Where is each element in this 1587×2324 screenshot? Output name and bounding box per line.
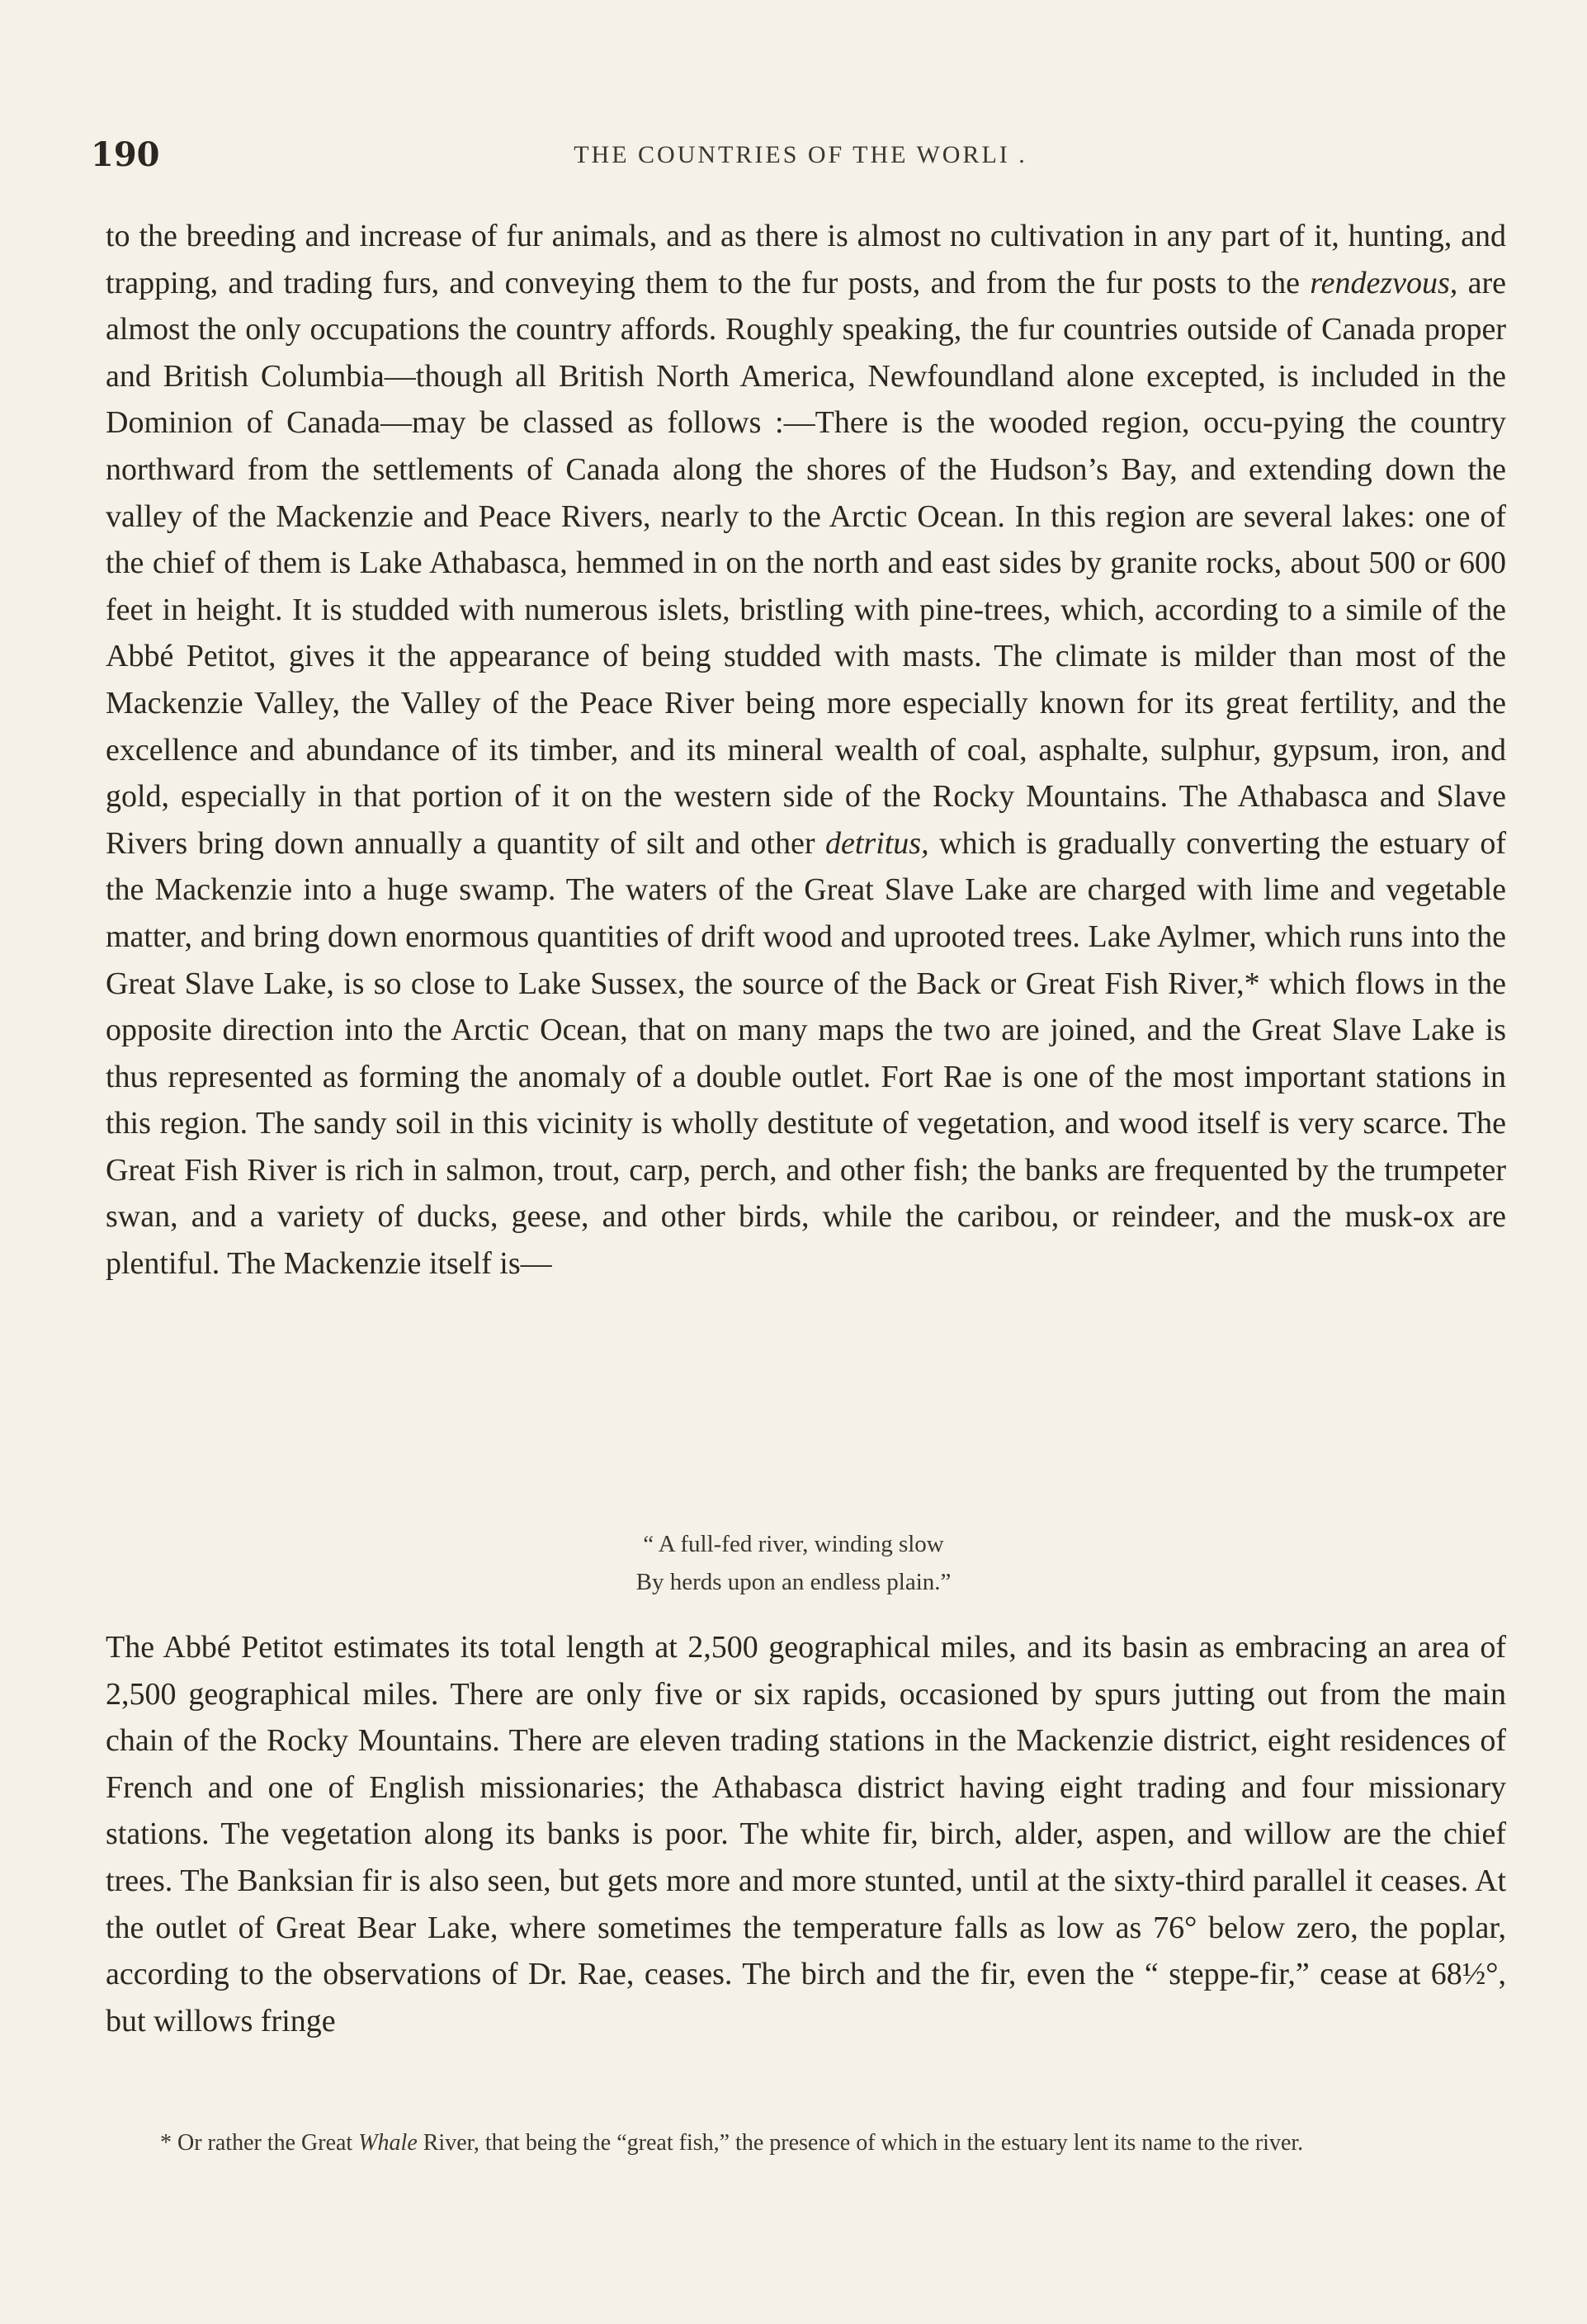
footnote-italic: Whale [358, 2130, 418, 2156]
quote-line-1: “ A full-fed river, winding slow [643, 1531, 944, 1557]
footnote-text: * Or rather the Great [160, 2130, 359, 2156]
italic-term: rendezvous, [1310, 265, 1458, 300]
paragraph-text: are almost the only occupations the country affords. Roughly speaking, the fur countries outside of Canada proper and British Columbia—though all British North America, Newfoundland alone excepted, is included in the Dominion of Canada—may be classed as follows :—There is the wooded region, occu-pying the country northward from the settlements of Canada along the shores of the Hudson’s Bay, and extending down the valley of the Mackenzie and Peace Rivers, nearly to the Arctic Ocean. In this region are several lakes: one of the chief of them is Lake Athabasca, hemmed in on the north and east sides by granite rocks, about 500 or 600 feet in height. It is studded with numerous islets, bristling with pine-trees, which, according to a simile of the Abbé Petitot, gives it the appearance of being studded with masts. The climate is milder than most of the Mackenzie Valley, the Valley of the Peace River being more especially known for its great fertility, and the excellence and abundance of its timber, and its mineral wealth of coal, asphalte, sulphur, gypsum, iron, and gold, especially in that portion of it on the western side of the Rocky Mountains. The Athabasca and Slave Rivers bring down annually a quantity of silt and other [106, 265, 1506, 861]
paragraph-text: The Abbé Petitot estimates its total length at 2,500 geographical miles, and its basin as embracing an area of 2,500 geographical miles. There are only five or six rapids, occasioned by spurs jutting out from the main chain of the Rocky Mountains. There are eleven trading stations in the Mackenzie district, eight residences of French and one of English missionaries; the Athabasca district having eight trading and four missionary stations. The vegetation along its banks is poor. The white fir, birch, alder, aspen, and willow are the chief trees. The Banksian fir is also seen, but gets more and more stunted, until at the sixty-third parallel it ceases. At the outlet of Great Bear Lake, where sometimes the temperature falls as low as 76° below zero, the poplar, according to the observations of Dr. Rae, ceases. The birch and the fir, even the “ steppe-fir,” cease at 68½°, but willows fringe [106, 1630, 1506, 2038]
italic-term: detritus, [824, 825, 929, 861]
body-paragraph-2 [106, 1624, 1506, 2044]
footnote-text: River, that being the “great fish,” the presence of which in the estuary lent its name to the river. [417, 2130, 1304, 2156]
body-paragraph-1 [106, 213, 1506, 1287]
page-header [91, 130, 1510, 180]
running-title: THE COUNTRIES OF THE WORLI . [574, 141, 1027, 168]
paragraph-text: to the breeding and increase of fur animals, and as there is almost no cultivation in any part of it, hunting, and trapping, and trading furs, and conveying them to the fur posts, and from the fur posts to the [106, 219, 1506, 300]
footnote [111, 2124, 1510, 2162]
paragraph-text: which is gradually converting the estuary of the Mackenzie into a huge swamp. The waters of the Great Slave Lake are charged with lime and vegetable matter, and bring down enormous quantities of drift wood and uprooted trees. Lake Aylmer, which runs into the Great Slave Lake, is so close to Lake Sussex, the source of the Back or Great Fish River,* which flows in the opposite direction into the Arctic Ocean, that on many maps the two are joined, and the Great Slave Lake is thus represented as forming the anomaly of a double outlet. Fort Rae is one of the most important stations in this region. The sandy soil in this vicinity is wholly destitute of vegetation, and wood itself is very scarce. The Great Fish River is rich in salmon, trout, carp, perch, and other fish; the banks are frequented by the trumpeter swan, and a variety of ducks, geese, and other birds, while the caribou, or reindeer, and the musk-ox are plentiful. The Mackenzie itself is— [106, 825, 1506, 1282]
verse-quotation [0, 1525, 1587, 1601]
quote-line-2: By herds upon an endless plain.” [635, 1569, 952, 1595]
page-number: 190 [91, 135, 160, 174]
